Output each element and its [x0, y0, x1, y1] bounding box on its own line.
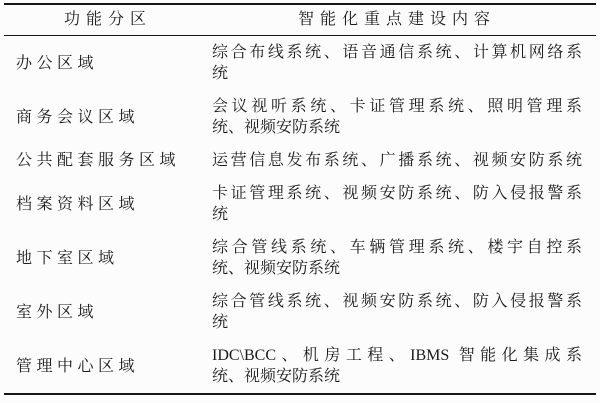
table-header-row — [4, 5, 596, 36]
content-line: 综合管线系统、视频安防系统、防入侵报警系 — [212, 293, 582, 310]
content-line: 会议视听系统、卡证管理系统、照明管理系 — [212, 98, 582, 115]
zone-cell: 室外区域 — [16, 303, 99, 321]
content-line: 统、视频安防系统 — [212, 368, 341, 385]
content-line: IDC\BCC、机房工程、IBMS 智能化集成系 — [212, 347, 582, 364]
content-line: 统 — [212, 65, 229, 82]
zone-cell: 公共配套服务区域 — [16, 152, 181, 169]
content-line: 综合管线系统、车辆管理系统、楼宇自控系 — [212, 239, 582, 256]
zone-cell: 管理中心区域 — [16, 357, 140, 375]
content-cell — [212, 237, 596, 279]
zone-cell: 档案资料区域 — [16, 195, 140, 213]
content-cell — [212, 42, 596, 84]
content-line: 统、视频安防系统 — [212, 260, 341, 277]
content-line: 统 — [212, 206, 229, 223]
table-row — [4, 90, 596, 144]
content-cell — [212, 183, 596, 225]
zone-cell: 商务会议区域 — [16, 108, 140, 126]
table-row — [4, 231, 596, 285]
zone-cell: 办公区域 — [16, 54, 99, 72]
table-row — [4, 177, 596, 231]
content-line: 运营信息发布系统、广播系统、视频安防系统 — [212, 152, 582, 169]
table-row — [4, 339, 596, 393]
content-line: 统、视频安防系统 — [212, 119, 341, 136]
content-line: 统 — [212, 314, 229, 331]
content-cell — [212, 345, 596, 387]
content-line: 综合布线系统、语音通信系统、计算机网络系 — [212, 44, 582, 61]
content-cell — [212, 96, 596, 138]
table-row — [4, 285, 596, 339]
column-header-content: 智能化重点建设内容 — [297, 11, 496, 28]
content-line: 卡证管理系统、视频安防系统、防入侵报警系 — [212, 185, 582, 202]
content-cell — [212, 291, 596, 333]
content-cell — [212, 150, 596, 171]
table-row — [4, 36, 596, 90]
column-header-zone: 功能分区 — [63, 11, 152, 28]
table-row — [4, 144, 596, 177]
zones-systems-table — [4, 3, 596, 395]
zone-cell: 地下室区域 — [16, 249, 119, 267]
